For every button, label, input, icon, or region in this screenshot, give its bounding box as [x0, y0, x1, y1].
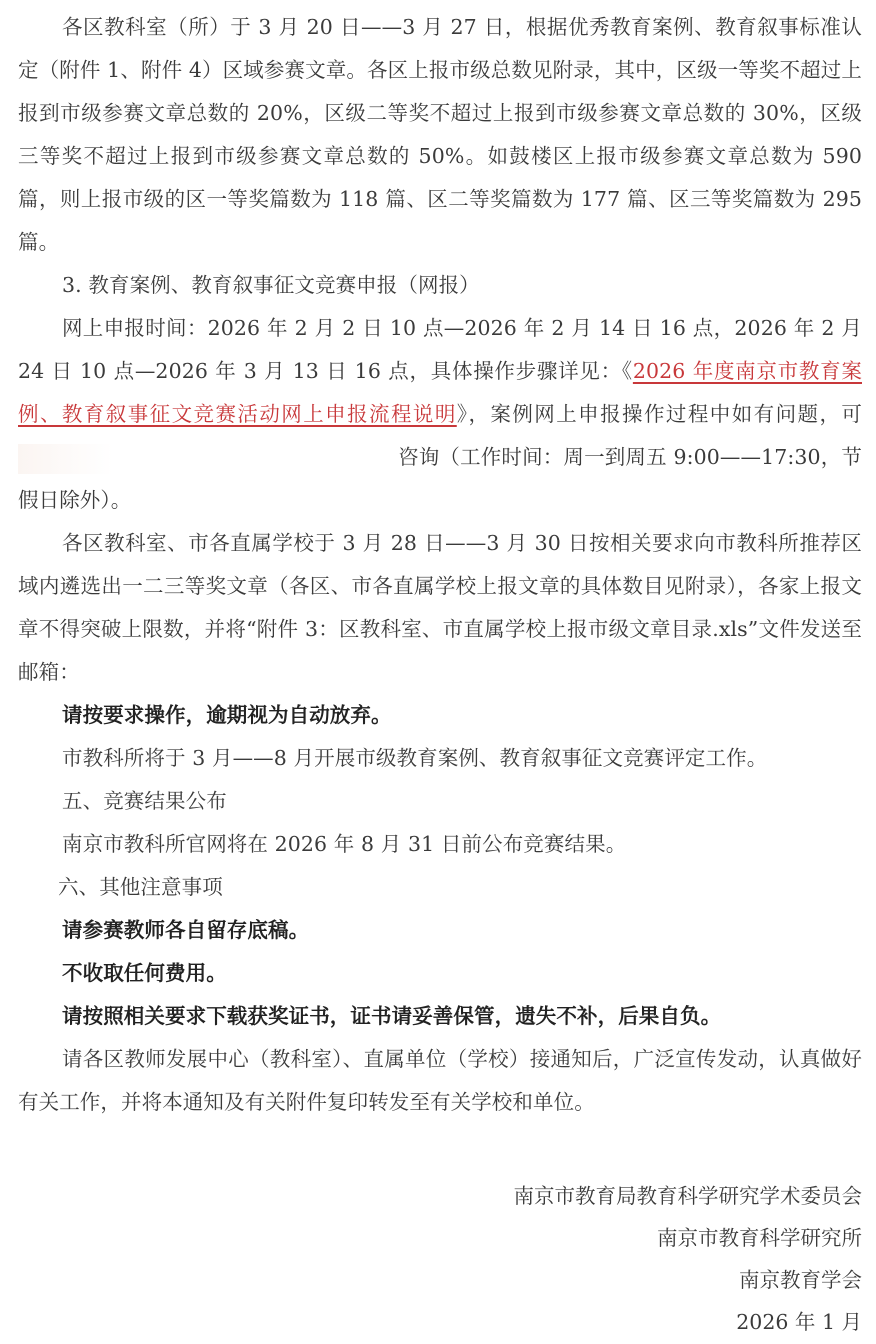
paragraph-district-review: 各区教科室（所）于 3 月 20 日——3 月 27 日，根据优秀教育案例、教育叙事标准认定（附件 1、附件 4）区域参赛文章。各区上报市级总数见附录，其中，区级一等奖不超过上报到市级参赛文章总数的 20%，区级二等奖不超过上报到市级参赛文章总数的 30%，区级三等奖不超过上报到市级参赛文章总数的 50%。如鼓楼区上报市级参赛文章总数为 590 篇，则上报市级的区一等奖篇数为 118 篇、区二等奖篇数为 177 篇、区三等奖篇数为 295 篇。: [18, 15, 862, 254]
section-heading-results: 五、竞赛结果公布: [62, 789, 227, 813]
signature-org-academic-committee: 南京市教育局教育科学研究学术委员会: [513, 1184, 862, 1208]
paragraph-results-publication: 南京市教科所官网将在 2026 年 8 月 31 日前公布竞赛结果。: [62, 832, 627, 856]
paragraph-recommendation: 各区教科室、市各直属学校于 3 月 28 日——3 月 30 日按相关要求向市教科所推荐区域内遴选出一二三等奖文章（各区、市各直属学校上报文章的具体数目见附录），各家上报文章不得突破上限数，并将“附件 3：区教科室、市直属学校上报市级文章目录.xls”文件发送至邮箱：: [18, 531, 862, 684]
redacted-contact-area: [18, 444, 398, 474]
note-certificate-download: 请按照相关要求下载获奖证书，证书请妥善保管，遗失不补，后果自负。: [62, 1004, 722, 1028]
paragraph-closing-request: 请各区教师发展中心（教科室）、直属单位（学校）接通知后，广泛宣传发动，认真做好有关工作，并将本通知及有关附件复印转发至有关学校和单位。: [18, 1047, 862, 1114]
online-report-time-text: 网上申报时间：2026 年 2 月 2 日 10 点—2026 年 2 月 14 日 16 点，2026 年 2 月 24 日 10 点—2026 年 3 月 13 日 16 点，具体操作步骤详见：《: [18, 316, 862, 383]
signature-date: 2026 年 1 月: [736, 1310, 862, 1334]
signature-org-education-society: 南京教育学会: [739, 1268, 862, 1292]
note-keep-draft: 请参赛教师各自留存底稿。: [62, 918, 310, 942]
paragraph-deadline-warning: 请按要求操作，逾期视为自动放弃。: [62, 703, 392, 727]
online-report-hours-text: 咨询（工作时间：周一到周五 9:00——17:30，节假日除外）。: [18, 445, 862, 512]
signature-org-research-institute: 南京市教育科学研究所: [657, 1226, 862, 1250]
paragraph-online-report-heading: 3. 教育案例、教育叙事征文竞赛申报（网报）: [62, 273, 480, 297]
online-report-contact-text: 》，案例网上申报操作过程中如有问题，可: [456, 402, 862, 426]
application-guide-link[interactable]: 2026 年度南京市教育案例、教育叙事征文竞赛活动网上申报流程说明: [18, 359, 862, 426]
paragraph-evaluation-period: 市教科所将于 3 月——8 月开展市级教育案例、教育叙事征文竞赛评定工作。: [62, 746, 768, 770]
note-no-fees: 不收取任何费用。: [62, 961, 227, 985]
section-heading-notes: 六、其他注意事项: [58, 875, 223, 899]
paragraph-online-report-time: [18, 307, 862, 522]
